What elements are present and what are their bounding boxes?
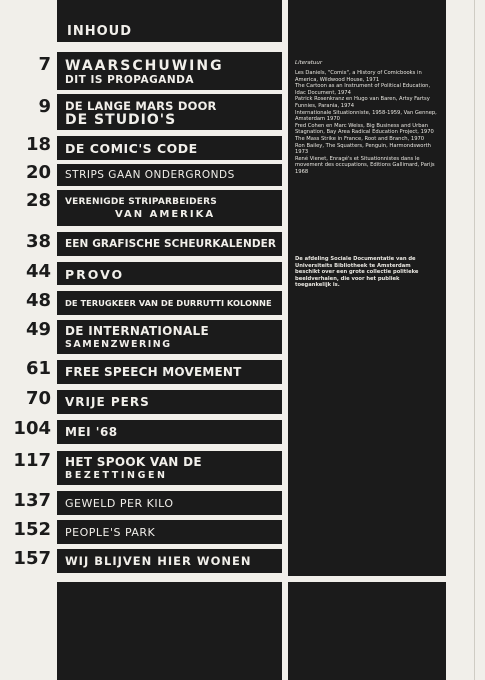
literature-panel: [288, 0, 446, 576]
entry-title-line1: VERENIGDE STRIPARBEIDERS: [65, 197, 217, 207]
page-number: 49: [25, 319, 51, 340]
page-number: 117: [13, 450, 51, 471]
entry-title-line1: DE TERUGKEER VAN DE DURRUTTI KOLONNE: [65, 298, 272, 308]
entry-strip: [57, 360, 282, 384]
entry-title-line1: WIJ BLIJVEN HIER WONEN: [65, 554, 252, 568]
entry-title-line1: MEI '68: [65, 425, 118, 439]
entry-strip: [57, 136, 282, 160]
entry-title-line2: BEZETTINGEN: [65, 470, 168, 481]
entry-strip: [57, 262, 282, 285]
entry-strip: [57, 390, 282, 414]
page-number: 70: [25, 388, 51, 409]
page-number: 104: [13, 418, 51, 439]
literature-item: Ron Bailey, The Squatters, Penguin, Harmondsworth 1973: [295, 142, 431, 156]
entry-strip: [57, 320, 282, 354]
entry-title-line1: PROVO: [65, 267, 125, 282]
entry-title-line1: WAARSCHUWING: [65, 58, 224, 74]
entry-title-line2: SAMENZWERING: [65, 339, 172, 350]
page-number: 18: [25, 134, 51, 155]
page-number: 157: [13, 548, 51, 569]
entry-strip: [57, 164, 282, 186]
literature-list: [295, 70, 441, 176]
literature-item: The Mass Strike in France, Root and Branch, 1970: [295, 135, 425, 142]
page-number: 48: [25, 290, 51, 311]
entry-title-line1: FREE SPEECH MOVEMENT: [65, 365, 242, 379]
literature-title: Literatuur: [295, 60, 323, 66]
literature-item: The Cartoon as an Instrument of Political Education, Idac Document, 1974: [295, 83, 431, 96]
entry-strip: [57, 549, 282, 573]
entry-strip: [57, 491, 282, 515]
literature-item: Les Daniels, "Comix", a History of Comicbooks in America, Wildwood House, 1971: [295, 70, 422, 83]
entry-strip: [57, 451, 282, 485]
entry-strip: [57, 420, 282, 444]
page-number: 28: [25, 190, 51, 211]
literature-item: Internationale Situationniste, 1958-1959, Van Gennep, Amsterdam 1970: [295, 109, 437, 123]
entry-title-line2: VAN AMERIKA: [115, 209, 216, 220]
page-number: 61: [25, 358, 51, 379]
entry-title-line1: DE INTERNATIONALE: [65, 324, 209, 338]
library-note: De afdeling Sociale Documentatie van de Universiteits Bibliotheek te Amsterdam beschikt over een grote collectie politieke beeldverhalen, die voor het publiek toegankelijk is.: [295, 256, 419, 289]
bottom-left-block: [57, 582, 282, 680]
entry-strip: [57, 232, 282, 256]
entry-strip: [57, 520, 282, 544]
entry-strip: [57, 94, 282, 130]
page-number: 38: [25, 231, 51, 252]
literature-item: Fred Cohen en Marc Weiss, Big Business and Urban Stagnation, Bay Area Radical Education Project, 1970: [295, 122, 434, 136]
literature-item: René Vienet, Enragé's et Situationnistes dans le movement des occupations, Editions Gallimard, Parijs 1968: [295, 155, 435, 175]
entry-title-line2: DE STUDIO'S: [65, 112, 177, 128]
contents-title: INHOUD: [67, 24, 132, 39]
bottom-right-block: [288, 582, 446, 680]
page-edge: [474, 0, 475, 680]
page-number: 9: [38, 96, 51, 117]
page-number: 20: [25, 162, 51, 183]
entry-title-line1: PEOPLE'S PARK: [65, 526, 156, 539]
contents-header: [57, 0, 282, 42]
page-number: 137: [13, 490, 51, 511]
entry-title-line1: VRIJE PERS: [65, 395, 150, 409]
entry-title-line1: GEWELD PER KILO: [65, 497, 174, 510]
page-number: 44: [25, 261, 51, 282]
page-number: 152: [13, 519, 51, 540]
page-number: 7: [38, 54, 51, 75]
entry-title-line1: STRIPS GAAN ONDERGRONDS: [65, 169, 235, 181]
entry-strip: [57, 291, 282, 315]
entry-title-line2: DIT IS PROPAGANDA: [65, 74, 195, 86]
entry-title-line1: HET SPOOK VAN DE: [65, 455, 202, 469]
entry-title-line1: DE LANGE MARS DOOR: [65, 99, 217, 113]
entry-title-line1: DE COMIC'S CODE: [65, 141, 198, 156]
entry-title-line1: EEN GRAFISCHE SCHEURKALENDER: [65, 238, 277, 250]
entry-strip: [57, 190, 282, 226]
entry-strip: [57, 52, 282, 90]
literature-item: Patrick Rosenkranz en Hugo van Baren, Artsy Fartsy Funnies, Parania, 1974: [295, 96, 430, 109]
